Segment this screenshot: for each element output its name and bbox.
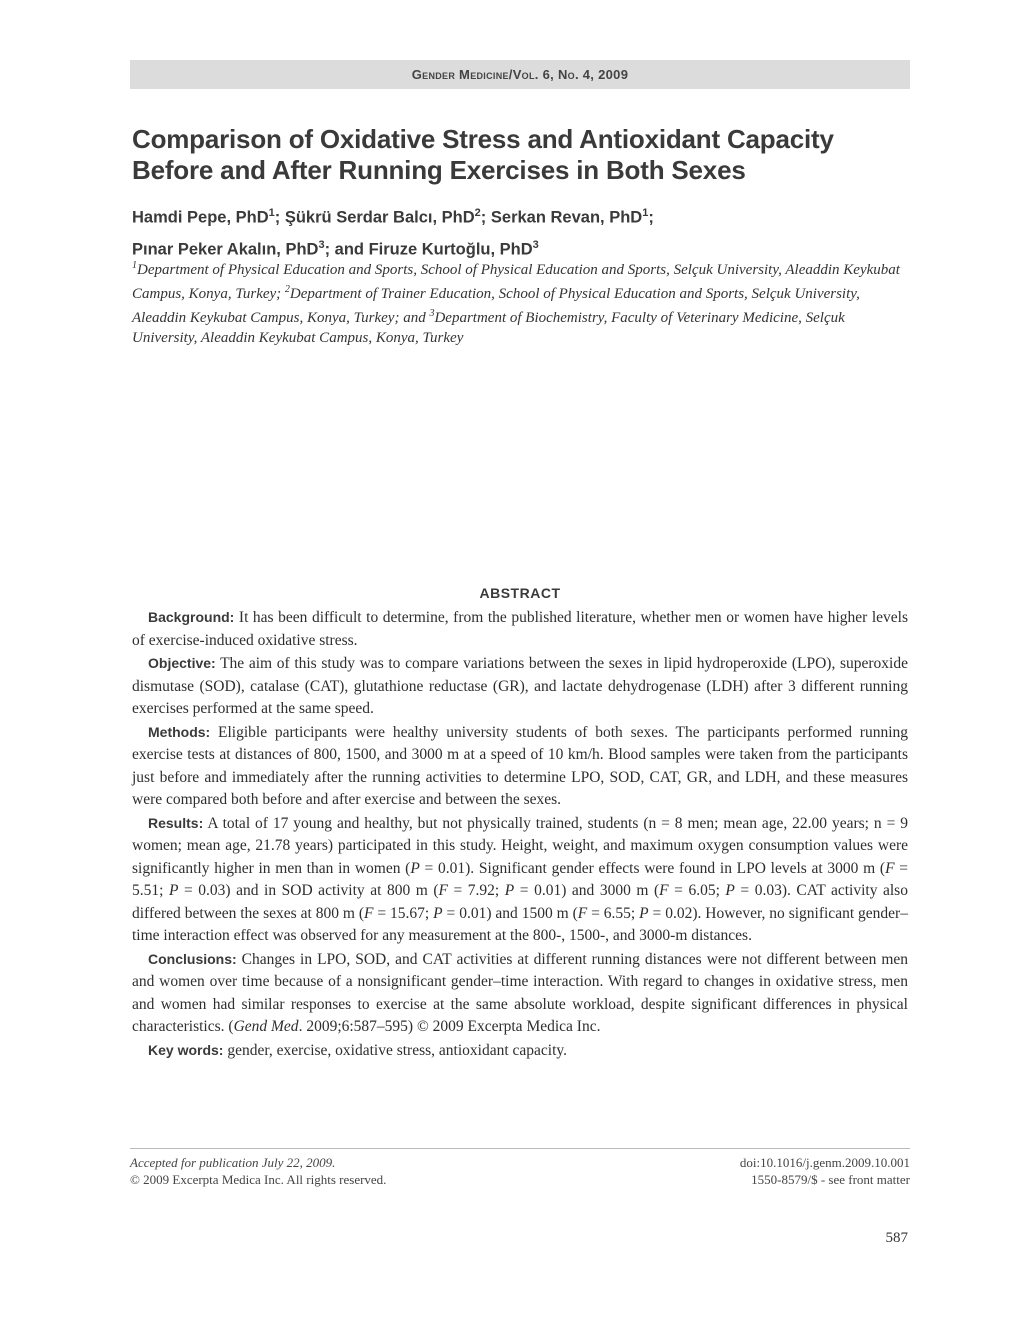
f-symbol: F bbox=[577, 904, 588, 922]
author-separator: ; bbox=[274, 208, 285, 227]
author-list bbox=[132, 200, 912, 263]
journal-abbrev: Gend Med bbox=[233, 1018, 299, 1035]
author-separator: ; and bbox=[324, 240, 369, 258]
abstract-keywords bbox=[132, 1039, 908, 1063]
section-text: gender, exercise, oxidative stress, antioxidant capacity. bbox=[227, 1041, 568, 1059]
author-name: Firuze Kurtoğlu, PhD bbox=[368, 240, 533, 258]
article-title bbox=[132, 124, 912, 186]
abstract-background bbox=[132, 606, 908, 652]
doi: doi:10.1016/j.genm.2009.10.001 bbox=[739, 1155, 910, 1170]
journal-citation: Gender Medicine/Vol. 6, No. 4, 2009 bbox=[411, 67, 629, 82]
section-text: = 15.67; bbox=[373, 904, 434, 922]
author-line-1 bbox=[132, 200, 912, 232]
section-label: Conclusions: bbox=[148, 950, 237, 967]
affiliation-mark: 1 bbox=[132, 260, 137, 271]
section-text: = 0.03) and in SOD activity at 800 m ( bbox=[178, 882, 439, 899]
section-text: = 6.55; bbox=[587, 904, 640, 922]
section-text: = 0.03). CAT activity also differed between the sexes at 800 m ( bbox=[132, 882, 908, 922]
abstract-objective bbox=[132, 652, 908, 721]
copyright-notice: © 2009 Excerpta Medica Inc. All rights reserved. bbox=[130, 1172, 387, 1187]
footer-divider bbox=[130, 1148, 910, 1149]
section-text: = 0.01). Significant gender effects were found in LPO levels at 3000 m ( bbox=[419, 859, 886, 877]
section-text: = 6.05; bbox=[668, 882, 726, 899]
p-symbol: P bbox=[725, 882, 735, 899]
author-affiliation-mark: 1 bbox=[642, 207, 649, 219]
section-text: = 0.01) and 1500 m ( bbox=[442, 904, 578, 922]
footer-right bbox=[550, 1154, 910, 1188]
p-symbol: P bbox=[433, 904, 443, 922]
section-text: The aim of this study was to compare variations between the sexes in lipid hydroperoxide (LPO), superoxide dismutase (SOD), catalase (CAT), glutathione reductase (GR), and lactate dehydrogenase (LDH) after 3 different running exercises performed at the same speed. bbox=[132, 655, 908, 717]
section-label: Methods: bbox=[148, 723, 211, 740]
abstract-results bbox=[132, 812, 908, 948]
page-number: 587 bbox=[885, 1230, 908, 1246]
accepted-date: Accepted for publication July 22, 2009. bbox=[130, 1155, 336, 1170]
affiliation-mark: 2 bbox=[284, 284, 290, 295]
author-affiliation-mark: 1 bbox=[268, 207, 275, 219]
section-text: = 0.01) and 3000 m ( bbox=[514, 882, 660, 899]
p-symbol: P bbox=[504, 882, 515, 899]
running-header bbox=[130, 60, 910, 89]
p-symbol: P bbox=[168, 882, 179, 899]
author-name: Hamdi Pepe, PhD bbox=[132, 208, 269, 227]
section-label: Key words: bbox=[148, 1041, 224, 1058]
author-name: Şükrü Serdar Balcı, PhD bbox=[284, 208, 475, 227]
abstract-body bbox=[132, 606, 908, 1062]
issn: 1550-8579/$ - see front matter bbox=[751, 1172, 910, 1187]
f-symbol: F bbox=[885, 859, 895, 877]
author-name: Serkan Revan, PhD bbox=[490, 208, 643, 227]
f-symbol: F bbox=[364, 904, 374, 922]
p-symbol: P bbox=[639, 904, 649, 922]
section-text: = 5.51; bbox=[132, 859, 908, 899]
section-text: Eligible participants were healthy university students of both sexes. The participants performed running exercise tests at distances of 800, 1500, and 3000 m at a speed of 10 km/h. Blood samples were taken from the participants just before and immediately after the running activities to determine LPO, SOD, CAT, GR, and LDH, and these measures were compared both before and after exercise and between the sexes. bbox=[132, 723, 909, 808]
title-line-2: Before and After Running Exercises in Both Sexes bbox=[132, 155, 746, 185]
section-text: A total of 17 young and healthy, but not physically trained, students (n = 8 men; mean age, 22.00 years; n = 9 women; mean age, 21.78 years) participated in this study. Height, weight, and maximum oxygen consumption values were significantly higher in men than in women ( bbox=[132, 814, 908, 877]
p-symbol: P bbox=[410, 859, 420, 877]
affiliation-mark: 3 bbox=[429, 308, 435, 319]
author-affiliation-mark: 2 bbox=[474, 207, 481, 219]
affiliations bbox=[132, 256, 912, 348]
section-text: . 2009;6:587–595) © 2009 Excerpta Medica Inc. bbox=[298, 1018, 601, 1035]
section-text: = 0.02). However, no significant gender–time interaction effect was observed for any measurement at the 800-, 1500-, and 3000-m distances. bbox=[132, 904, 908, 944]
f-symbol: F bbox=[659, 882, 669, 899]
section-label: Results: bbox=[148, 814, 204, 831]
abstract-heading: ABSTRACT bbox=[479, 585, 561, 601]
abstract-conclusions bbox=[132, 948, 908, 1039]
author-name: Pınar Peker Akalın, PhD bbox=[132, 240, 319, 258]
footer-left bbox=[130, 1154, 550, 1188]
section-text: Changes in LPO, SOD, and CAT activities at different running distances were not different between men and women over time because of a nonsignificant gender–time interaction. With regard to changes in oxidative stress, men and women had similar responses to exercise at the same absolute workload, despite significant differences in physical characteristics. ( bbox=[132, 950, 908, 1035]
section-text: = 7.92; bbox=[447, 882, 505, 899]
affiliation-text: Department of Trainer Education, School of Physical Education and Sports, Selçuk University, Aleaddin Keykubat Campus, Konya, Turkey; and bbox=[132, 286, 860, 326]
affiliation-text: Department of Physical Education and Sports, School of Physical Education and Sports, Selçuk University, Aleaddin Keykubat Campus, Konya, Turkey; bbox=[132, 262, 900, 302]
section-label: Objective: bbox=[148, 655, 216, 671]
title-line-1: Comparison of Oxidative Stress and Antioxidant Capacity bbox=[132, 124, 834, 154]
author-separator: ; bbox=[648, 208, 654, 227]
section-text: It has been difficult to determine, from the published literature, whether men or women have higher levels of exercise-induced oxidative stress. bbox=[132, 609, 908, 649]
author-affiliation-mark: 3 bbox=[318, 238, 325, 251]
f-symbol: F bbox=[438, 882, 448, 899]
abstract-methods bbox=[132, 721, 908, 812]
section-label: Background: bbox=[148, 609, 235, 625]
author-affiliation-mark: 3 bbox=[532, 238, 539, 251]
affiliation-text: Department of Biochemistry, Faculty of Veterinary Medicine, Selçuk University, Aleaddin Keykubat Campus, Konya, Turkey bbox=[132, 310, 845, 346]
author-separator: ; bbox=[480, 208, 491, 227]
